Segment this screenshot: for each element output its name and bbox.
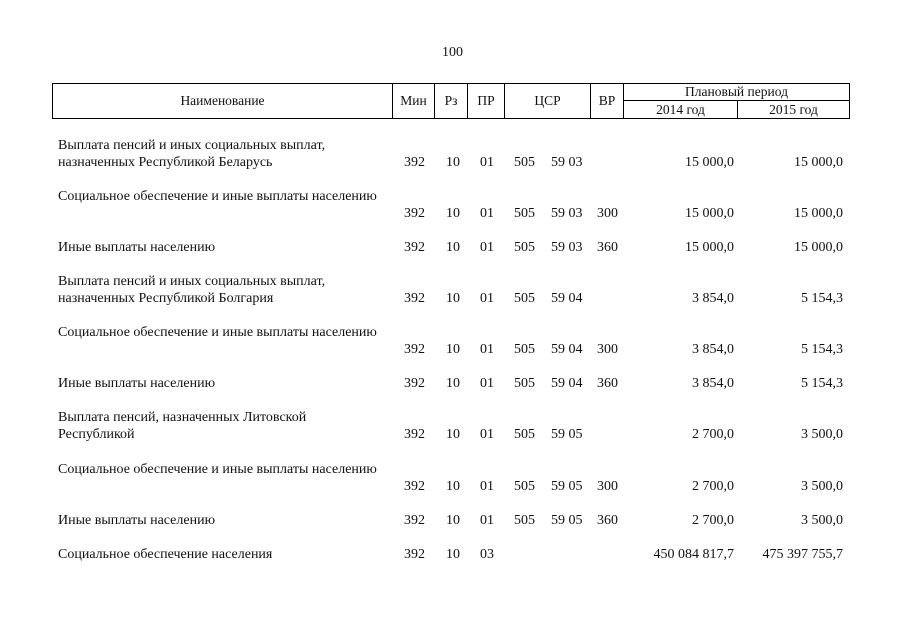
row-pr: 01 [480, 376, 494, 391]
row-csr-suffix: 59 04 [551, 376, 583, 391]
row-csr-prefix: 505 [514, 427, 535, 442]
row-2015: 5 154,3 [801, 291, 843, 306]
row-csr-suffix: 59 03 [551, 206, 583, 221]
row-csr-suffix: 59 04 [551, 342, 583, 357]
row-csr-prefix: 505 [514, 342, 535, 357]
row-csr-prefix: 505 [514, 376, 535, 391]
row-name: Выплата пенсий, назначенных Литовской Республикой [58, 410, 307, 442]
row-csr-suffix: 59 04 [551, 291, 583, 306]
row-2015: 5 154,3 [801, 342, 843, 357]
row-pr: 01 [480, 342, 494, 357]
row-2014: 15 000,0 [685, 206, 734, 221]
row-2014: 15 000,0 [685, 240, 734, 255]
row-csr-suffix: 59 03 [551, 240, 583, 255]
row-name: Выплата пенсий и иных социальных выплат, назначенных Республикой Болгария [58, 274, 326, 306]
row-vr: 300 [597, 342, 618, 357]
row-2014: 3 854,0 [692, 376, 734, 391]
row-pr: 01 [480, 291, 494, 306]
row-rz: 10 [446, 206, 460, 221]
row-name: Социальное обеспечение и иные выплаты населению [58, 325, 377, 340]
row-pr: 01 [480, 155, 494, 170]
header-csr: ЦСР [505, 84, 591, 118]
row-2015: 15 000,0 [794, 206, 843, 221]
row-name: Социальное обеспечение и иные выплаты населению [58, 462, 377, 477]
row-2015: 475 397 755,7 [762, 547, 843, 562]
header-rz: Рз [435, 84, 468, 118]
row-vr: 360 [597, 513, 618, 528]
row-name: Социальное обеспечение и иные выплаты населению [58, 189, 377, 204]
row-2014: 3 854,0 [692, 291, 734, 306]
header-year-2015: 2015 год [769, 101, 818, 117]
row-2015: 5 154,3 [801, 376, 843, 391]
header-min: Мин [393, 84, 435, 118]
row-2015: 3 500,0 [801, 513, 843, 528]
row-2015: 3 500,0 [801, 479, 843, 494]
row-min: 392 [404, 427, 425, 442]
row-rz: 10 [446, 427, 460, 442]
row-pr: 03 [480, 547, 494, 562]
row-csr-prefix: 505 [514, 291, 535, 306]
row-2014: 15 000,0 [685, 155, 734, 170]
row-min: 392 [404, 547, 425, 562]
header-plan-period: Плановый период [624, 84, 849, 101]
row-csr-prefix: 505 [514, 240, 535, 255]
row-vr: 360 [597, 240, 618, 255]
row-2014: 2 700,0 [692, 427, 734, 442]
row-pr: 01 [480, 427, 494, 442]
row-name: Иные выплаты населению [58, 376, 216, 391]
row-2014: 2 700,0 [692, 513, 734, 528]
row-name: Социальное обеспечение населения [58, 547, 273, 562]
row-rz: 10 [446, 291, 460, 306]
row-pr: 01 [480, 479, 494, 494]
row-min: 392 [404, 513, 425, 528]
row-min: 392 [404, 376, 425, 391]
row-2015: 15 000,0 [794, 155, 843, 170]
row-csr-suffix: 59 05 [551, 427, 583, 442]
row-2014: 3 854,0 [692, 342, 734, 357]
row-name: Иные выплаты населению [58, 240, 216, 255]
row-rz: 10 [446, 155, 460, 170]
row-csr-prefix: 505 [514, 206, 535, 221]
header-name: Наименование [53, 84, 393, 118]
row-2014: 2 700,0 [692, 479, 734, 494]
row-2015: 3 500,0 [801, 427, 843, 442]
row-vr: 300 [597, 206, 618, 221]
row-pr: 01 [480, 240, 494, 255]
row-csr-suffix: 59 03 [551, 155, 583, 170]
row-min: 392 [404, 479, 425, 494]
page-number: 100 [442, 45, 463, 60]
header-plan-period-group [624, 84, 849, 118]
row-2014: 450 084 817,7 [653, 547, 734, 562]
row-csr-prefix: 505 [514, 513, 535, 528]
row-min: 392 [404, 342, 425, 357]
row-rz: 10 [446, 342, 460, 357]
header-pr: ПР [468, 84, 505, 118]
row-csr-suffix: 59 05 [551, 479, 583, 494]
row-name: Выплата пенсий и иных социальных выплат, назначенных Республикой Беларусь [58, 138, 326, 170]
row-csr-prefix: 505 [514, 155, 535, 170]
table-header [52, 83, 850, 119]
row-rz: 10 [446, 513, 460, 528]
row-rz: 10 [446, 479, 460, 494]
row-rz: 10 [446, 240, 460, 255]
row-rz: 10 [446, 376, 460, 391]
row-csr-prefix: 505 [514, 479, 535, 494]
row-min: 392 [404, 240, 425, 255]
row-min: 392 [404, 291, 425, 306]
header-year-2014: 2014 год [624, 101, 738, 118]
row-csr-suffix: 59 05 [551, 513, 583, 528]
row-min: 392 [404, 206, 425, 221]
row-min: 392 [404, 155, 425, 170]
row-rz: 10 [446, 547, 460, 562]
row-pr: 01 [480, 513, 494, 528]
header-vr: ВР [591, 84, 624, 118]
row-vr: 360 [597, 376, 618, 391]
row-vr: 300 [597, 479, 618, 494]
row-2015: 15 000,0 [794, 240, 843, 255]
row-pr: 01 [480, 206, 494, 221]
row-name: Иные выплаты населению [58, 513, 216, 528]
